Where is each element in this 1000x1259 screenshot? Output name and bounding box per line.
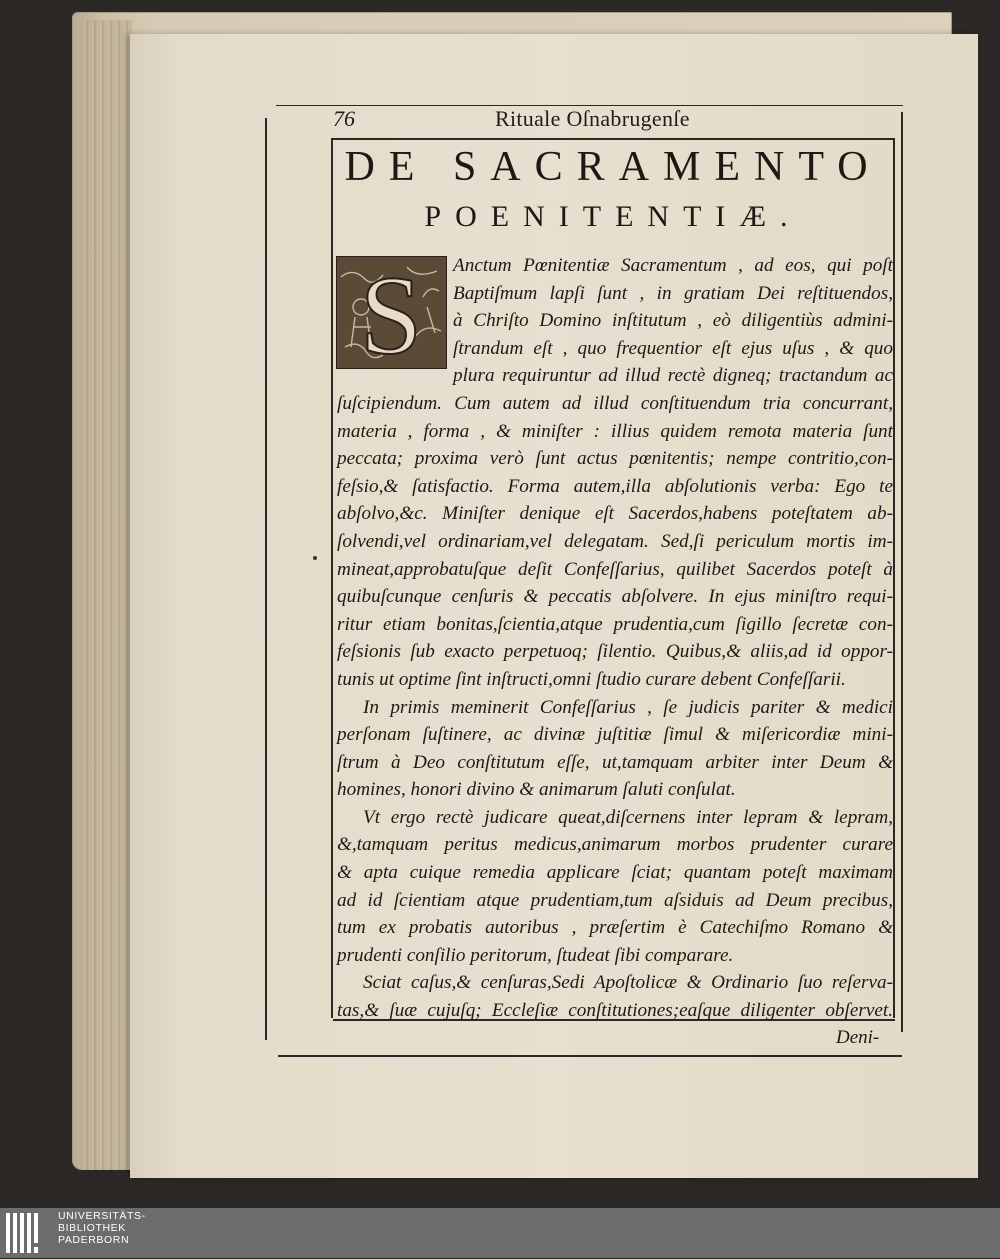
text-line: ſtrum à Deo conſtitutum eſſe, ut,tamquam arbiter inter Deum & (337, 751, 893, 773)
text-line: Baptiſmum lapſi ſunt , in gratiam Dei reſtituendos, (453, 282, 893, 304)
footer-bar (0, 1208, 1000, 1258)
text-line: Anctum Pœnitentiæ Sacramentum , ad eos, qui poſt (453, 255, 893, 276)
library-name-line1: UNIVERSITÄTS- (58, 1210, 146, 1222)
text-line: quibuſcunque cenſuris & peccatis abſolvere. In ejus miniſtro requi- (337, 586, 893, 608)
library-name (58, 1210, 146, 1246)
frame-rule-inner-top (332, 138, 894, 140)
text-line: &,tamquam peritus medicus,animarum morbos prudenter curare (337, 834, 893, 856)
catchword: Deni- (836, 1027, 880, 1048)
text-line: ritur etiam bonitas,ſcientia,atque prudentia,cum ſigillo ſecretæ con- (337, 613, 893, 635)
text-line: In primis meminerit Confeſſarius , ſe judicis pariter & medici (363, 696, 893, 718)
frame-rule-outer-right (901, 112, 903, 1032)
text-line: & apta cuique remedia applicare ſciat; quantam poteſt maximam (337, 862, 893, 884)
running-head (333, 106, 893, 136)
text-line: plura requiruntur ad illud rectè digneq; tractandum ac (453, 365, 893, 387)
page-number: 76 (333, 106, 355, 131)
library-name-line2: BIBLIOTHEK (58, 1222, 126, 1234)
text-line: à Chriſto Domino inſtitutum , eò diligentiùs admini- (453, 310, 893, 332)
frame-rule-outer-bottom (278, 1055, 902, 1057)
text-line: tum ex probatis autoribus , præſertim è Catechiſmo Romano & (337, 917, 893, 939)
library-name-line3: PADERBORN (58, 1234, 130, 1246)
text-line: ſtrandum eſt , quo frequentior eſt ejus uſus , & quo (453, 337, 893, 359)
text-line: tas,& ſuæ cujuſq; Eccleſiæ conſtitutiones;eaſque diligenter obſervet. (337, 1000, 893, 1022)
chapter-title: DE SACRAMENTO (344, 144, 882, 190)
text-line: ad id ſcientiam atque prudentiam,tum aſsiduis ad Deum precibus, (337, 889, 893, 911)
text-line: tunis ut optime ſint inſtructi,omni ſtudio curare debent Confeſſarii. (337, 668, 846, 690)
text-line: perſonam ſuſtinere, ac divinæ juſtitiæ ſimul & miſericordiæ mini- (337, 724, 893, 746)
ub-paderborn-logo-icon (4, 1211, 48, 1255)
text-line: feſsio,& ſatisfactio. Forma autem,illa abſolutionis verba: Ego te (337, 475, 893, 497)
text-line: prudenti conſilio peritorum, ſtudeat ſibi comparare. (337, 944, 734, 966)
text-line: Vt ergo rectè judicare queat,diſcernens inter lepram & lepram, (363, 806, 893, 828)
text-line: abſolvo,&c. Miniſter denique eſt Sacerdos,habens poteſtatem ab- (337, 503, 893, 525)
text-line: ſolvendi,vel ordinariam,vel delegatam. Sed,ſi periculum mortis im- (337, 530, 893, 552)
text-line: Sciat caſus,& cenſuras,Sedi Apoſtolicæ & Ordinario ſuo reſerva- (363, 972, 893, 994)
text-line: peccata; proxima verò ſunt actus pœnitentis; nempe contritio,con- (337, 448, 893, 470)
body-text (337, 252, 893, 1025)
text-line: mineat,approbatuſque deſit Confeſſarius, quilibet Sacerdos poteſt à (337, 558, 893, 580)
frame-rule-outer-left (265, 118, 267, 1040)
text-line: ſuſcipiendum. Cum autem ad illud conſtituendum tria concurrant, (337, 392, 893, 414)
text-line: homines, honori divino & animarum ſaluti conſulat. (337, 779, 736, 801)
margin-mark (313, 556, 317, 560)
text-line: materia , forma , & miniſter : illius quidem remota materia ſunt (337, 420, 893, 442)
frame-rule-inner-left (331, 138, 333, 1018)
running-title: Rituale Oſnabrugenſe (495, 106, 690, 131)
frame-rule-inner-right (893, 138, 895, 1018)
chapter-subtitle: POENITENTIÆ. (424, 200, 802, 233)
page-edges (82, 20, 132, 1170)
text-line: feſsionis ſub exacto perpetuoq; ſilentio. Quibus,& aliis,ad id oppor- (337, 641, 893, 663)
drop-cap-letter: S (359, 257, 423, 368)
